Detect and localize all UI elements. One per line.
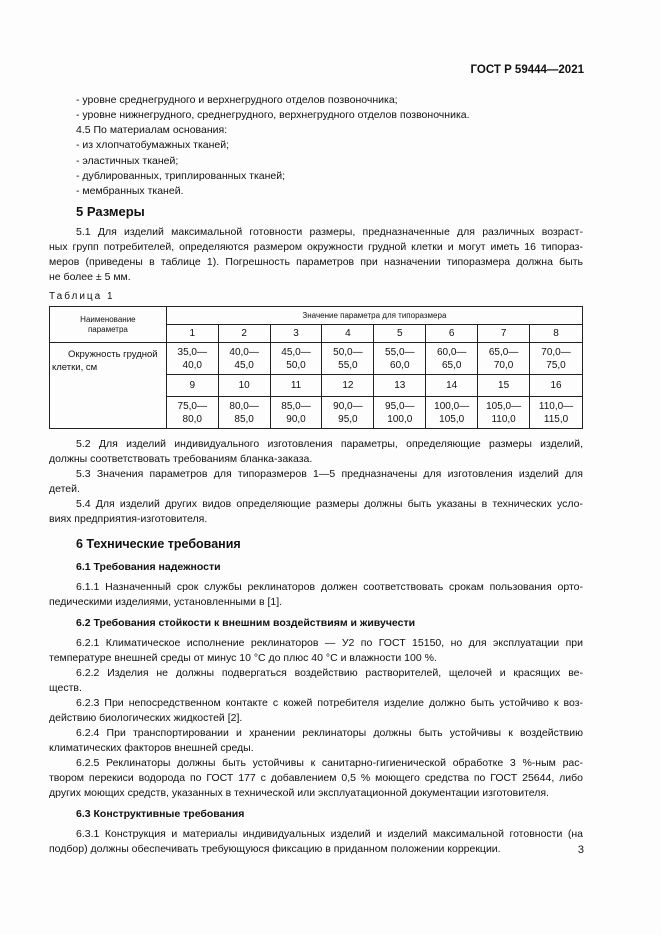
- paragraph-6-2-4: климатических факторов внешней среды.: [49, 742, 254, 754]
- paragraph-6-2-3: 6.2.3 При непосредственном контакте с кожей потребителя изделие должно быть устойчиво к воз-: [76, 697, 583, 709]
- list-heading: 4.5 По материалам основания:: [76, 124, 228, 136]
- value-cell: 105,0— 110,0: [478, 397, 530, 429]
- value-cell: 100,0— 105,0: [426, 397, 478, 429]
- value-cell: 70,0— 75,0: [530, 343, 583, 375]
- size-number: 1: [166, 325, 218, 343]
- value-cell: 65,0— 70,0: [478, 343, 530, 375]
- section-6-heading: 6 Технические требования: [76, 537, 241, 551]
- paragraph-6-2-5: других моющих средств, указанных в технической или эксплуатационной документации изготовителя.: [49, 787, 549, 799]
- value-cell: 50,0— 55,0: [322, 343, 374, 375]
- list-item: - мембранных тканей.: [76, 185, 184, 197]
- paragraph-5-4: виях предприятия-изготовителя.: [49, 513, 208, 525]
- table-col-header: Наименование параметра: [50, 307, 167, 343]
- value-cell: 80,0— 85,0: [218, 397, 270, 429]
- size-number: 5: [374, 325, 426, 343]
- standard-number: ГОСТ Р 59444—2021: [470, 64, 584, 76]
- list-item: - уровне нижнегрудного, среднегрудного, верхнегрудного отделов позвоночника.: [76, 109, 470, 121]
- size-number: 6: [426, 325, 478, 343]
- value-cell: 60,0— 65,0: [426, 343, 478, 375]
- list-item: - уровне среднегрудного и верхнегрудного отделов позвоночника;: [76, 94, 398, 106]
- value-cell: 110,0— 115,0: [530, 397, 583, 429]
- section-5-heading: 5 Размеры: [76, 204, 145, 219]
- paragraph-5-2: 5.2 Для изделий индивидуального изготовления параметры, определяющие размеры изделий,: [76, 438, 583, 450]
- value-cell: 35,0— 40,0: [166, 343, 218, 375]
- paragraph-6-2-5: 6.2.5 Реклинаторы должны быть устойчивы к санитарно-гигиенической обработке 3 %-ным рас-: [76, 757, 583, 769]
- paragraph-6-2-5: твором перекиси водорода по ГОСТ 177 с добавлением 0,5 % моющего средства по ГОСТ 25644, либо: [49, 772, 583, 784]
- list-item: - эластичных тканей;: [76, 155, 179, 167]
- paragraph-5-1: меров (приведены в таблице 1). Погрешность параметров при назначении типоразмера должна быть: [49, 256, 583, 268]
- value-cell: 40,0— 45,0: [218, 343, 270, 375]
- paragraph-6-1-1: 6.1.1 Назначенный срок службы реклинаторов должен соответствовать срокам пользования орто-: [76, 581, 583, 593]
- paragraph-6-2-2: 6.2.2 Изделия не должны подвергаться воздействию растворителей, щелочей и красящих ве-: [76, 667, 583, 679]
- value-cell: 55,0— 60,0: [374, 343, 426, 375]
- list-item: - дублированных, триплированных тканей;: [76, 170, 286, 182]
- paragraph-6-2-1: 6.2.1 Климатическое исполнение реклинаторов — У2 по ГОСТ 15150, но для эксплуатации при: [76, 637, 583, 649]
- size-number: 15: [478, 375, 530, 397]
- paragraph-5-1: 5.1 Для изделий максимальной готовности размеры, предназначенные для различных возраст-: [76, 226, 583, 238]
- subsection-6-2-heading: 6.2 Требования стойкости к внешним воздействиям и живучести: [76, 617, 416, 629]
- paragraph-6-2-3: действию биологических жидкостей [2].: [49, 712, 243, 724]
- size-number: 7: [478, 325, 530, 343]
- value-cell: 95,0— 100,0: [374, 397, 426, 429]
- subsection-6-3-heading: 6.3 Конструктивные требования: [76, 808, 245, 820]
- paragraph-5-4: 5.4 Для изделий других видов определяющие размеры должны быть указаны в технических усло-: [76, 498, 583, 510]
- paragraph-6-3-1: подбор) должны обеспечивать требующуюся фиксацию в приданном положении коррекции.: [49, 843, 501, 855]
- paragraph-5-3: детей.: [49, 483, 80, 495]
- size-number: 11: [270, 375, 322, 397]
- paragraph-6-2-4: 6.2.4 При транспортировании и хранении реклинаторы должны быть устойчивы к воздействию: [76, 727, 583, 739]
- paragraph-6-2-2: ществ.: [49, 682, 82, 694]
- size-number: 16: [530, 375, 583, 397]
- sizes-table: [49, 306, 583, 429]
- size-number: 14: [426, 375, 478, 397]
- value-cell: 85,0— 90,0: [270, 397, 322, 429]
- paragraph-5-3: 5.3 Значения параметров для типоразмеров 1—5 предназначены для изготовления изделий для: [76, 468, 583, 480]
- table-group-header: Значение параметра для типоразмера: [166, 307, 582, 325]
- size-number: 8: [530, 325, 583, 343]
- table-caption: Таблица 1: [49, 291, 115, 302]
- size-number: 13: [374, 375, 426, 397]
- page-number: 3: [577, 844, 584, 856]
- paragraph-6-1-1: педическими изделиями, установленными в [1].: [49, 596, 283, 608]
- size-number: 4: [322, 325, 374, 343]
- list-item: - из хлопчатобумажных тканей;: [76, 139, 230, 151]
- value-cell: 45,0— 50,0: [270, 343, 322, 375]
- value-cell: 90,0— 95,0: [322, 397, 374, 429]
- paragraph-6-2-1: температуре внешней среды от минус 10 °С до плюс 40 °С и влажности 100 %.: [49, 652, 437, 664]
- row-label: Окружность грудной клетки, см: [50, 343, 167, 429]
- size-number: 12: [322, 375, 374, 397]
- paragraph-5-1: не более ± 5 мм.: [49, 271, 131, 283]
- paragraph-6-3-1: 6.3.1 Конструкция и материалы индивидуальных изделий и изделий максимальной готовности (на: [76, 828, 583, 840]
- size-number: 9: [166, 375, 218, 397]
- subsection-6-1-heading: 6.1 Требования надежности: [76, 561, 221, 573]
- paragraph-5-2: должны соответствовать требованиям бланка-заказа.: [49, 453, 313, 465]
- paragraph-5-1: ных групп потребителей, определяются размером окружности грудной клетки и могут иметь 16 типораз-: [49, 241, 583, 253]
- value-cell: 75,0— 80,0: [166, 397, 218, 429]
- size-number: 3: [270, 325, 322, 343]
- size-number: 2: [218, 325, 270, 343]
- size-number: 10: [218, 375, 270, 397]
